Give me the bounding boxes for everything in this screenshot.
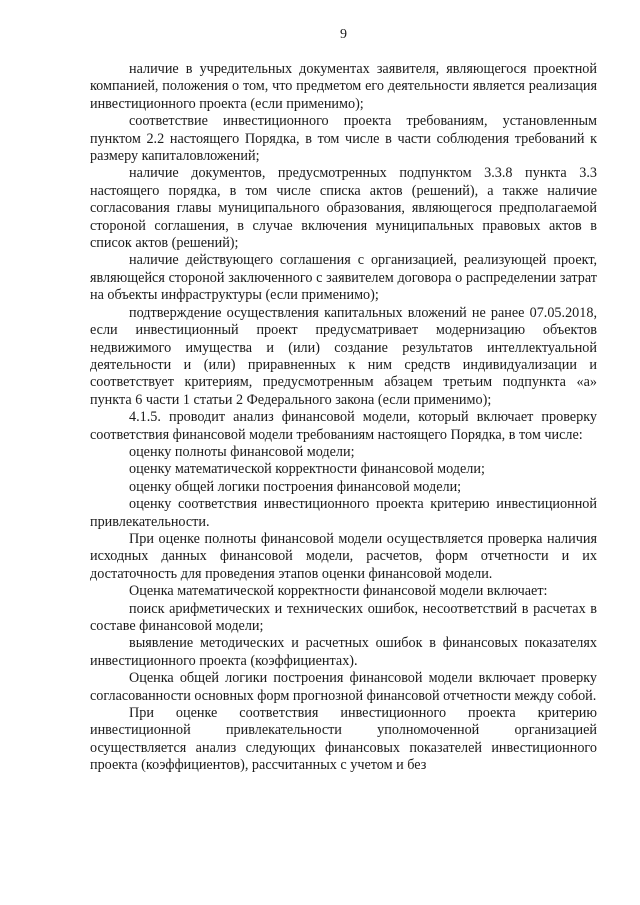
paragraph-financial-model-analysis: 4.1.5. проводит анализ финансовой модели, который включает проверку соответствия финансовой модели требованиям настоящего Порядка, в том числе: bbox=[90, 409, 597, 443]
paragraph-attractiveness-analysis: При оценке соответствия инвестиционного проекта критерию инвестиционной привлекательности уполномоченной организацией осуществляется анализ следующих финансовых показателей инвестиционного проекта (коэффициентов), рассчитанных с учетом и без bbox=[90, 705, 597, 774]
paragraph-capital-investment: подтверждение осуществления капитальных вложений не ранее 07.05.2018, если инвестиционный проект предусматривает модернизацию объектов недвижимого имущества и (или) создание результатов интеллектуальной деятельности и (или) приравненных к ним средств индивидуализации и соответствует критериям, предусмотренным абзацем третьим подпункта «а» пункта 6 части 1 статьи 2 Федерального закона (если применимо); bbox=[90, 304, 597, 408]
list-item-math-correctness: оценку математической корректности финансовой модели; bbox=[129, 461, 485, 478]
paragraph-math-correctness: Оценка математической корректности финансовой модели включает: bbox=[129, 583, 548, 600]
list-item-arithmetic-errors: поиск арифметических и технических ошибок, несоответствий в расчетах в составе финансовой модели; bbox=[90, 600, 597, 634]
paragraph-logic-check: Оценка общей логики построения финансовой модели включает проверку согласованности основных форм прогнозной финансовой отчетности между собой. bbox=[90, 670, 597, 704]
list-item-methodical-errors: выявление методических и расчетных ошибок в финансовых показателях инвестиционного проекта (коэффициентах). bbox=[90, 635, 597, 669]
paragraph-founding-documents: наличие в учредительных документах заявителя, являющегося проектной компанией, положения о том, что предметом его деятельности является реализация инвестиционного проекта (если применимо); bbox=[90, 61, 597, 112]
paragraph-agreement: наличие действующего соглашения с организацией, реализующей проект, являющейся стороной заключенного с заявителем договора о распределении затрат на объекты инфраструктуры (если применимо); bbox=[90, 252, 597, 304]
paragraph-documents: наличие документов, предусмотренных подпунктом 3.3.8 пункта 3.3 настоящего порядка, в том числе списка актов (решений), а также наличие согласования главы муниципального образования, являющегося предполагаемой стороной соглашения, в случае включения муниципальных правовых актов в список актов (решений); bbox=[90, 165, 597, 252]
paragraph-project-compliance: соответствие инвестиционного проекта требованиям, установленным пунктом 2.2 настоящего Порядка, в том числе в части соблюдения требований к размеру капиталовложений; bbox=[90, 113, 597, 165]
list-item-completeness: оценку полноты финансовой модели; bbox=[129, 443, 355, 460]
list-item-attractiveness: оценку соответствия инвестиционного проекта критерию инвестиционной привлекательности. bbox=[90, 496, 597, 530]
list-item-logic: оценку общей логики построения финансовой модели; bbox=[129, 478, 462, 495]
document-body bbox=[90, 61, 597, 775]
paragraph-completeness-check: При оценке полноты финансовой модели осуществляется проверка наличия исходных данных финансовой модели, расчетов, форм отчетности и их достаточность для проведения этапов оценки финансовой модели. bbox=[90, 530, 597, 582]
page-number: 9 bbox=[340, 27, 347, 42]
